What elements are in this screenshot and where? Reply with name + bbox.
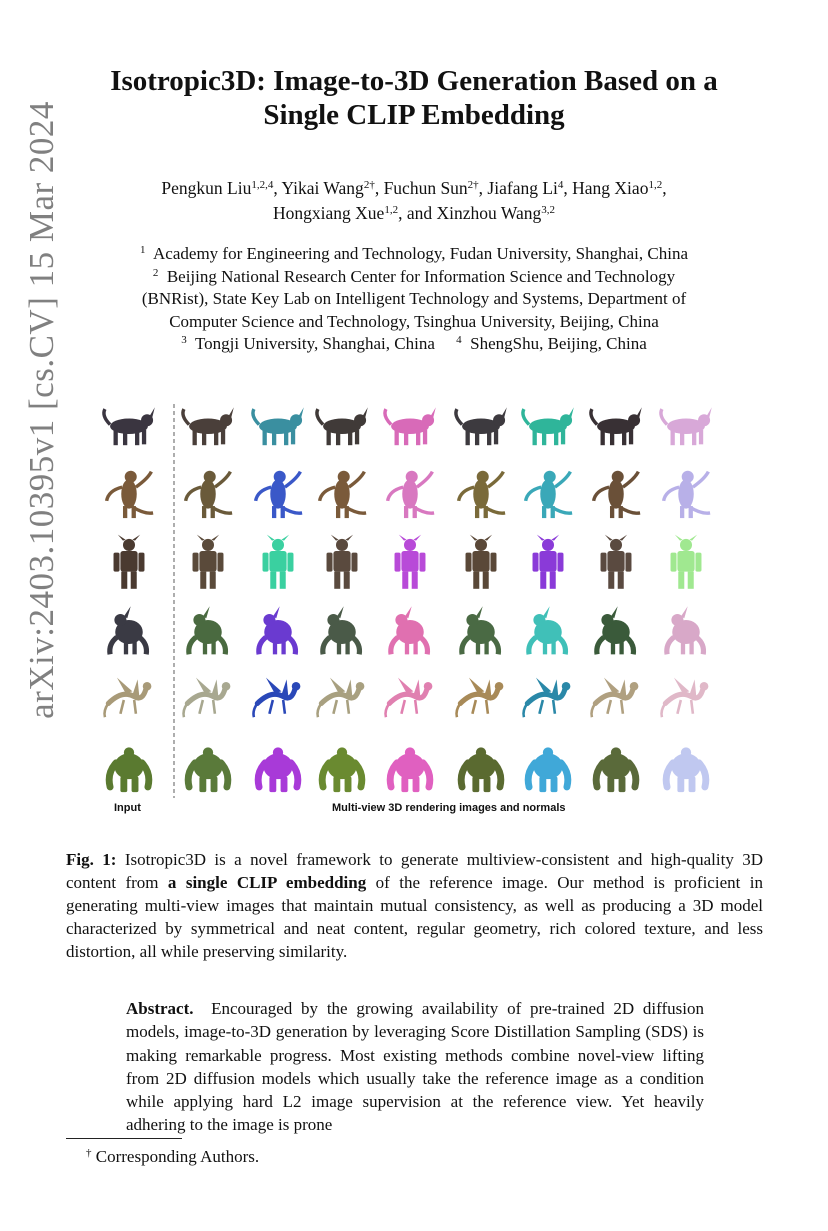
render-lizard-warrior-view-6 — [526, 471, 572, 518]
render-dragon-view-4 — [385, 678, 432, 718]
render-wolf-view-5 — [456, 407, 507, 445]
render-armored-knight-view-3 — [327, 535, 358, 589]
footnote-rule — [66, 1138, 182, 1139]
input-image-beast — [110, 606, 147, 654]
render-beast-view-2 — [259, 606, 296, 654]
render-green-ogre-view-3 — [322, 747, 362, 792]
arxiv-stamp — [12, 60, 72, 760]
render-armored-knight-view-1 — [193, 535, 224, 589]
affiliation-2: $^2$ Beijing National Research Center for Information Science and Technology — [152, 266, 676, 286]
author-name: Hang Xiao — [572, 178, 649, 198]
figure-1 — [96, 398, 736, 818]
input-image-armored-knight — [114, 535, 145, 589]
render-wolf-view-7 — [591, 407, 642, 445]
render-dragon-view-8 — [661, 678, 708, 718]
render-dragon-view-3 — [317, 678, 364, 718]
caption-label: Fig. 1: — [66, 850, 117, 869]
author-name: Jiafang Li — [487, 178, 558, 198]
render-green-ogre-view-1 — [188, 747, 228, 792]
author-name: Yikai Wang — [281, 178, 364, 198]
footnote: † Corresponding Authors. — [86, 1147, 260, 1166]
affiliation-3-4: $^3$ Tongji University, Shanghai, China $^4$ ShengShu, Beijing, China — [181, 334, 647, 353]
affiliation-1: $^1$ Academy for Engineering and Technology, Fudan University, Shanghai, China — [139, 244, 689, 263]
author-affiliation-mark: 1,2,4 — [251, 179, 274, 191]
render-beast-view-1 — [189, 606, 226, 654]
render-wolf-view-6 — [523, 407, 574, 445]
input-image-lizard-warrior — [107, 471, 153, 518]
render-beast-view-3 — [323, 606, 360, 654]
render-wolf-view-4 — [385, 407, 436, 445]
render-armored-knight-view-2 — [263, 535, 294, 589]
author-affiliation-mark: 1,2 — [648, 179, 663, 191]
render-dragon-view-5 — [456, 678, 503, 718]
author-affiliation-mark: 2† — [363, 179, 375, 191]
affiliations — [66, 243, 762, 356]
arxiv-id: arXiv:2403.10395v1 [cs.CV] 15 Mar 2024 — [22, 101, 61, 719]
render-beast-view-6 — [529, 606, 566, 654]
author-name: Hongxiang Xue — [273, 203, 385, 223]
render-lizard-warrior-view-4 — [388, 471, 434, 518]
render-beast-view-7 — [597, 606, 634, 654]
render-green-ogre-view-6 — [528, 747, 568, 792]
figure-grid — [96, 398, 736, 798]
author-affiliation-mark: 2† — [467, 179, 479, 191]
render-beast-view-5 — [462, 606, 499, 654]
render-lizard-warrior-view-5 — [459, 471, 505, 518]
input-label: Input — [114, 802, 141, 814]
render-green-ogre-view-8 — [666, 747, 706, 792]
render-wolf-view-3 — [317, 407, 368, 445]
author-affiliation-mark: 1,2 — [384, 204, 399, 216]
render-dragon-view-6 — [523, 678, 570, 718]
author-name: Pengkun Liu — [161, 178, 252, 198]
render-lizard-warrior-view-1 — [186, 471, 232, 518]
render-dragon-view-7 — [591, 678, 638, 718]
render-green-ogre-view-5 — [461, 747, 501, 792]
render-armored-knight-view-4 — [395, 535, 426, 589]
author-name: Fuchun Sun — [383, 178, 468, 198]
output-label: Multi-view 3D rendering images and normals — [332, 802, 566, 814]
render-lizard-warrior-view-8 — [664, 471, 710, 518]
title-line-2: Single CLIP Embedding — [263, 99, 565, 131]
caption-bold: a single CLIP embedding — [167, 873, 367, 892]
author-list: Pengkun Liu$^{1,2,4}$, Yikai Wang$^{2\dagger}$, Fuchun Sun$^{2\dagger}$, Jiafang Li$^4$, Hang Xiao$^{1,2}$, Hongxiang Xue$^{1,2}$, and Xinzhou Wang$^{3,2}$ — [161, 178, 667, 223]
render-beast-view-4 — [391, 606, 428, 654]
render-armored-knight-view-8 — [671, 535, 702, 589]
abstract-label: Abstract. — [126, 999, 194, 1018]
render-wolf-view-8 — [661, 407, 712, 445]
abstract — [126, 997, 704, 1137]
render-wolf-view-2 — [253, 407, 304, 445]
figure-caption: Fig. 1: Isotropic3D is a novel framework to generate multiview-consistent and high-quality 3D content from a single CLIP embedding of the reference image. Our method is proficient in generating multi-view images that maintain mutual consistency, as well as producing a 3D model characterized by symmetrical and neat content, regular geometry, rich colored texture, and less distortion, all while preserving similarity. — [66, 850, 763, 961]
input-image-dragon — [104, 678, 151, 718]
render-lizard-warrior-view-7 — [594, 471, 640, 518]
render-wolf-view-1 — [183, 407, 234, 445]
render-armored-knight-view-6 — [533, 535, 564, 589]
paper-title — [70, 64, 758, 132]
render-armored-knight-view-7 — [601, 535, 632, 589]
render-lizard-warrior-view-2 — [256, 471, 302, 518]
abstract-text: Encouraged by the growing availability of pre-trained 2D diffusion models, image-to-3D generation by leveraging Score Distillation Sampling (SDS) is making remarkable progress. Most existing methods combine novel-view lifting from 2D diffusion models which usually take the reference image as a condition while applying hard L2 image supervision at the reference view. Yet heavily adhering to the image is prone — [126, 999, 704, 1135]
render-green-ogre-view-7 — [596, 747, 636, 792]
render-dragon-view-2 — [253, 678, 300, 718]
author-name: Xinzhou Wang — [436, 203, 542, 223]
title-line-1: Isotropic3D: Image-to-3D Generation Based on a — [110, 65, 718, 97]
input-image-green-ogre — [109, 747, 149, 792]
render-green-ogre-view-2 — [258, 747, 298, 792]
affiliation-2-cont: (BNRist), State Key Lab on Intelligent Technology and Systems, Department of — [141, 289, 687, 308]
input-image-wolf — [104, 407, 155, 445]
author-affiliation-mark: 3,2 — [541, 204, 555, 216]
affiliation-2-cont: Computer Science and Technology, Tsinghua University, Beijing, China — [169, 311, 659, 331]
author-affiliation-mark: 4 — [557, 179, 564, 191]
render-beast-view-8 — [667, 606, 704, 654]
render-lizard-warrior-view-3 — [320, 471, 366, 518]
render-dragon-view-1 — [183, 678, 230, 718]
render-green-ogre-view-4 — [390, 747, 430, 792]
render-armored-knight-view-5 — [466, 535, 497, 589]
